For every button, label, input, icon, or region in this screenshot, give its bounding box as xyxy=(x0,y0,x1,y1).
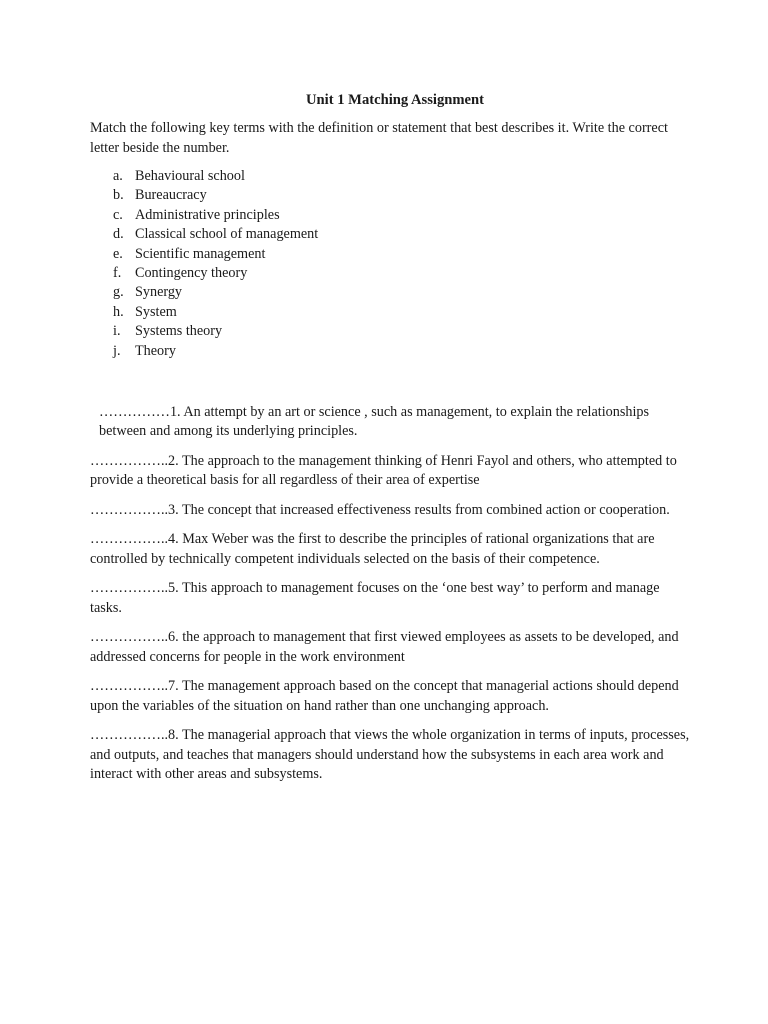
term-label: System xyxy=(135,303,177,320)
answer-blank[interactable]: ……………..8. xyxy=(90,727,179,744)
term-label: Behavioural school xyxy=(135,168,245,184)
definition-text: The management approach based on the concept that managerial actions should depend upon the variables of the situation on hand rather than one unchanging approach. xyxy=(90,678,679,714)
term-label: Theory xyxy=(135,342,176,359)
answer-blank[interactable]: ……………..5. xyxy=(90,580,179,597)
term-item xyxy=(113,342,690,361)
term-label: Administrative principles xyxy=(135,206,280,223)
definition-text: the approach to management that first viewed employees as assets to be developed, and addressed concerns for people in the work environment xyxy=(90,629,679,665)
term-item xyxy=(113,303,690,322)
definition-item xyxy=(90,530,690,569)
term-label: Systems theory xyxy=(135,323,223,340)
definition-item xyxy=(90,403,690,442)
term-item xyxy=(113,322,690,341)
answer-blank[interactable]: ……………..6. xyxy=(90,629,179,646)
definition-item xyxy=(90,452,690,491)
answer-blank[interactable]: ……………..2. xyxy=(90,452,179,469)
definition-text: Max Weber was the first to describe the principles of rational organizations that are controlled by technically competent individuals selected on the basis of their competence. xyxy=(90,531,655,567)
page-title: Unit 1 Matching Assignment xyxy=(306,92,484,108)
definition-item xyxy=(90,726,690,785)
term-letter: a. xyxy=(113,168,123,184)
term-letter: c. xyxy=(113,206,123,223)
term-letter: i. xyxy=(113,323,121,340)
definition-item xyxy=(90,628,690,667)
term-item xyxy=(113,186,690,205)
definition-item xyxy=(90,677,690,716)
key-terms-list xyxy=(90,167,690,361)
term-letter: f. xyxy=(113,264,122,281)
definition-text: The approach to the management thinking of Henri Fayol and others, who attempted to provide a theoretical basis for all regardless of their area of expertise xyxy=(90,452,677,489)
term-letter: d. xyxy=(113,226,124,243)
term-item xyxy=(113,167,690,186)
term-letter: h. xyxy=(113,303,124,320)
answer-blank[interactable]: ……………1. xyxy=(99,403,181,420)
term-letter: g. xyxy=(113,284,124,301)
term-letter: e. xyxy=(113,245,123,262)
definitions-list xyxy=(90,403,690,785)
answer-blank[interactable]: ……………..3. xyxy=(90,501,179,518)
definition-text: An attempt by an art or science , such as management, to explain the relationships between and among its underlying principles. xyxy=(99,403,650,440)
term-label: Scientific management xyxy=(135,245,266,262)
instructions: Match the following key terms with the definition or statement that best describes it. Write the correct letter beside the number. xyxy=(90,120,668,156)
term-label: Bureaucracy xyxy=(135,187,207,204)
term-letter: j. xyxy=(113,342,121,359)
term-label: Contingency theory xyxy=(135,264,248,281)
definition-item xyxy=(90,579,690,618)
term-item xyxy=(113,245,690,264)
definition-item xyxy=(90,501,690,521)
term-item xyxy=(113,206,690,225)
term-item xyxy=(113,225,690,244)
definition-text: This approach to management focuses on the ‘one best way’ to perform and manage tasks. xyxy=(90,580,660,616)
definition-text: The managerial approach that views the whole organization in terms of inputs, processes, and outputs, and teaches that managers should understand how the subsystems in each area work and interact with other areas and subsystems. xyxy=(90,727,690,783)
definition-text: The concept that increased effectiveness results from combined action or cooperation. xyxy=(178,501,670,518)
term-label: Synergy xyxy=(135,284,183,301)
answer-blank[interactable]: ……………..7. xyxy=(90,678,179,695)
term-item xyxy=(113,264,690,283)
term-label: Classical school of management xyxy=(135,226,319,243)
term-item xyxy=(113,283,690,302)
term-letter: b. xyxy=(113,187,124,204)
answer-blank[interactable]: ……………..4. xyxy=(90,531,179,548)
document-page xyxy=(90,92,690,795)
